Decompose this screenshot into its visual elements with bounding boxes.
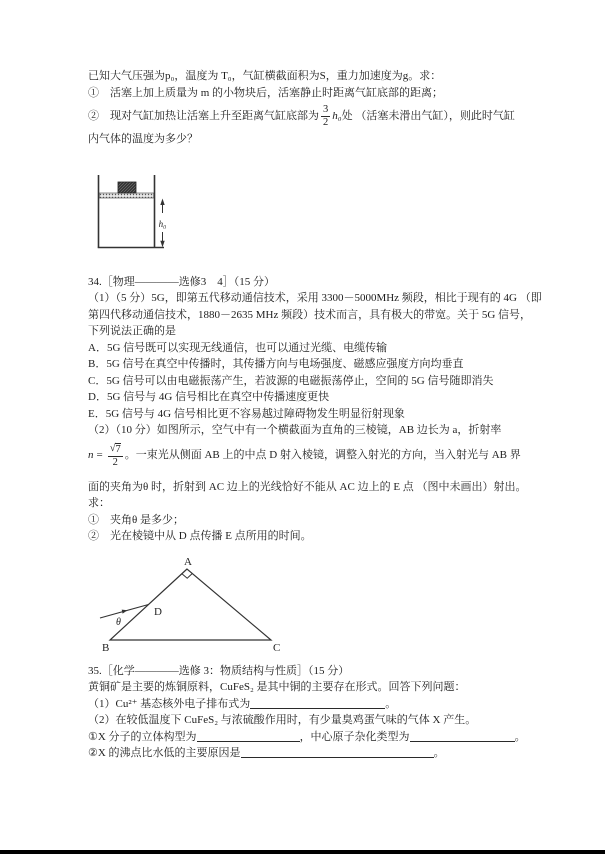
q34-part1-line1: （1）（5 分）5G，即第五代移动通信技术，采用 3300－5000MHz 频段，相比于现有的 4G （即 [88,292,542,304]
formula-variable-n: n [88,449,94,462]
q35-item2b-prefix: ②X 的沸点比水低的主要原因是 [88,747,241,759]
q35-header: 35.［化学————选修 3：物质结构与性质］（15 分） [88,664,350,677]
answer-blank [241,745,434,758]
q35-item2b-suffix: 。 [433,747,445,759]
height-dimension-label: h₀ [158,218,167,229]
q34-header: 34.［物理————选修3 4］（15 分） [88,275,275,288]
q34-refractive-index-formula [88,439,585,473]
q34-option-b: B．5G 信号在真空中传播时，其传播方向与电场强度、磁感应强度方向均垂直 [88,358,464,370]
q35-item1-suffix: 。 [385,697,397,710]
prism-figure [94,555,294,655]
page-bottom-scan-bar [0,850,605,854]
cylinder-piston-figure [96,172,171,250]
angle-theta-label: θ [116,616,121,628]
q35-item1-line [88,696,585,713]
q34-option-d: D．5G 信号与 4G 信号相比在真空中传播速度更快 [88,391,330,403]
q35-item2a-suffix: 。 [514,730,526,743]
right-angle-mark [182,573,192,578]
radicand-7: 7 [115,443,121,455]
point-label-d: D [154,605,162,618]
fraction-denominator: 2 [112,456,118,468]
fraction-three-halves [321,104,330,128]
ray-arrowhead [122,609,128,613]
fraction-denominator: 2 [323,116,329,128]
q33-item2-prefix: ② 现对气缸加热让活塞上升至距离气缸底部为 [88,109,319,122]
q33-item2-line [88,101,585,131]
q33-item1-text: ① 活塞上加上质量为 m 的小物块后，活塞静止时距离气缸底部的距离； [88,86,444,99]
fraction-numerator: 3 [323,103,329,115]
dimension-arrow-down [160,240,164,247]
q33-intro-text: 已知大气压强为p₀，温度为 T₀，气缸横截面积为S，重力加速度为g。求： [88,70,442,82]
q34-part2-line2: 面的夹角为θ 时，折射到 AC 边上的光线恰好不能从 AC 边上的 E 点 （图中未画出）射出。 [88,480,527,493]
q34-option-e: E．5G 信号与 4G 信号相比更不容易越过障碍物发生明显衍射现象 [88,407,405,420]
vertex-label-b: B [102,641,110,654]
q35-item2b-line [88,745,585,762]
radical-sign: √ [109,442,116,454]
q34-part2-line1: （2）（10 分）如图所示，空气中有一个横截面为直角的三棱镜，AB 边长为 a，折射率 [88,424,502,436]
q34-part2-item1: ① 夹角θ 是多少； [88,513,185,526]
q34-option-a: A．5G 信号既可以实现无线通信，也可以通过光缆、电缆传输 [88,341,388,354]
q35-item2a-mid: ，中心原子杂化类型为 [299,730,410,743]
q35-item2a-prefix: ①X 分子的立体构型为 [88,730,197,743]
vertex-label-a: A [184,555,192,568]
answer-blank [250,696,385,709]
vertex-label-c: C [273,641,281,654]
fraction-numerator [108,443,123,457]
q33-item2-variable-h0: h₀ [332,109,342,122]
answer-blank [410,729,515,742]
q35-item1-prefix: （1）Cu²⁺ 基态核外电子排布式为 [88,697,251,710]
prism-triangle [110,569,271,640]
q35-line1: 黄铜矿是主要的炼铜原料，CuFeS₂ 是其中铜的主要存在形式。回答下列问题： [88,681,466,693]
q34-option-c: C．5G 信号可以由电磁振荡产生，若波源的电磁振荡停止，空间的 5G 信号随即消失 [88,374,494,387]
q34-part2-line3: 求： [88,497,110,509]
fraction-sqrt7-over-2 [108,443,123,468]
piston [99,193,153,198]
q34-part1-line3: 下列说法正确的是 [88,325,176,337]
formula-equals-sign: = [96,449,103,462]
q33-item2-suffix: 处 （活塞未滑出气缸），则此时气缸 [341,109,515,122]
q35-item2a-line [88,729,585,746]
q34-part1-line2: 第四代移动通信技术，1880－2635 MHz 频段）技术而言，具有极大的带宽。关于 5G 信号， [88,308,532,321]
weight-block [118,182,136,193]
q35-line2: （2）在较低温度下 CuFeS₂ 与浓硫酸作用时，有少量臭鸡蛋气味的气体 X 产生。 [88,714,477,726]
q33-item2-continuation: 内气体的温度为多少？ [88,133,198,145]
dimension-arrow-up [160,198,164,205]
q34-formula-rest: 。一束光从侧面 AB 上的中点 D 射入棱镜，调整入射光的方向，当入射光与 AB 界 [124,449,521,462]
q34-part2-item2: ② 光在棱镜中从 D 点传播 E 点所用的时间。 [88,530,312,542]
answer-blank [197,729,300,742]
